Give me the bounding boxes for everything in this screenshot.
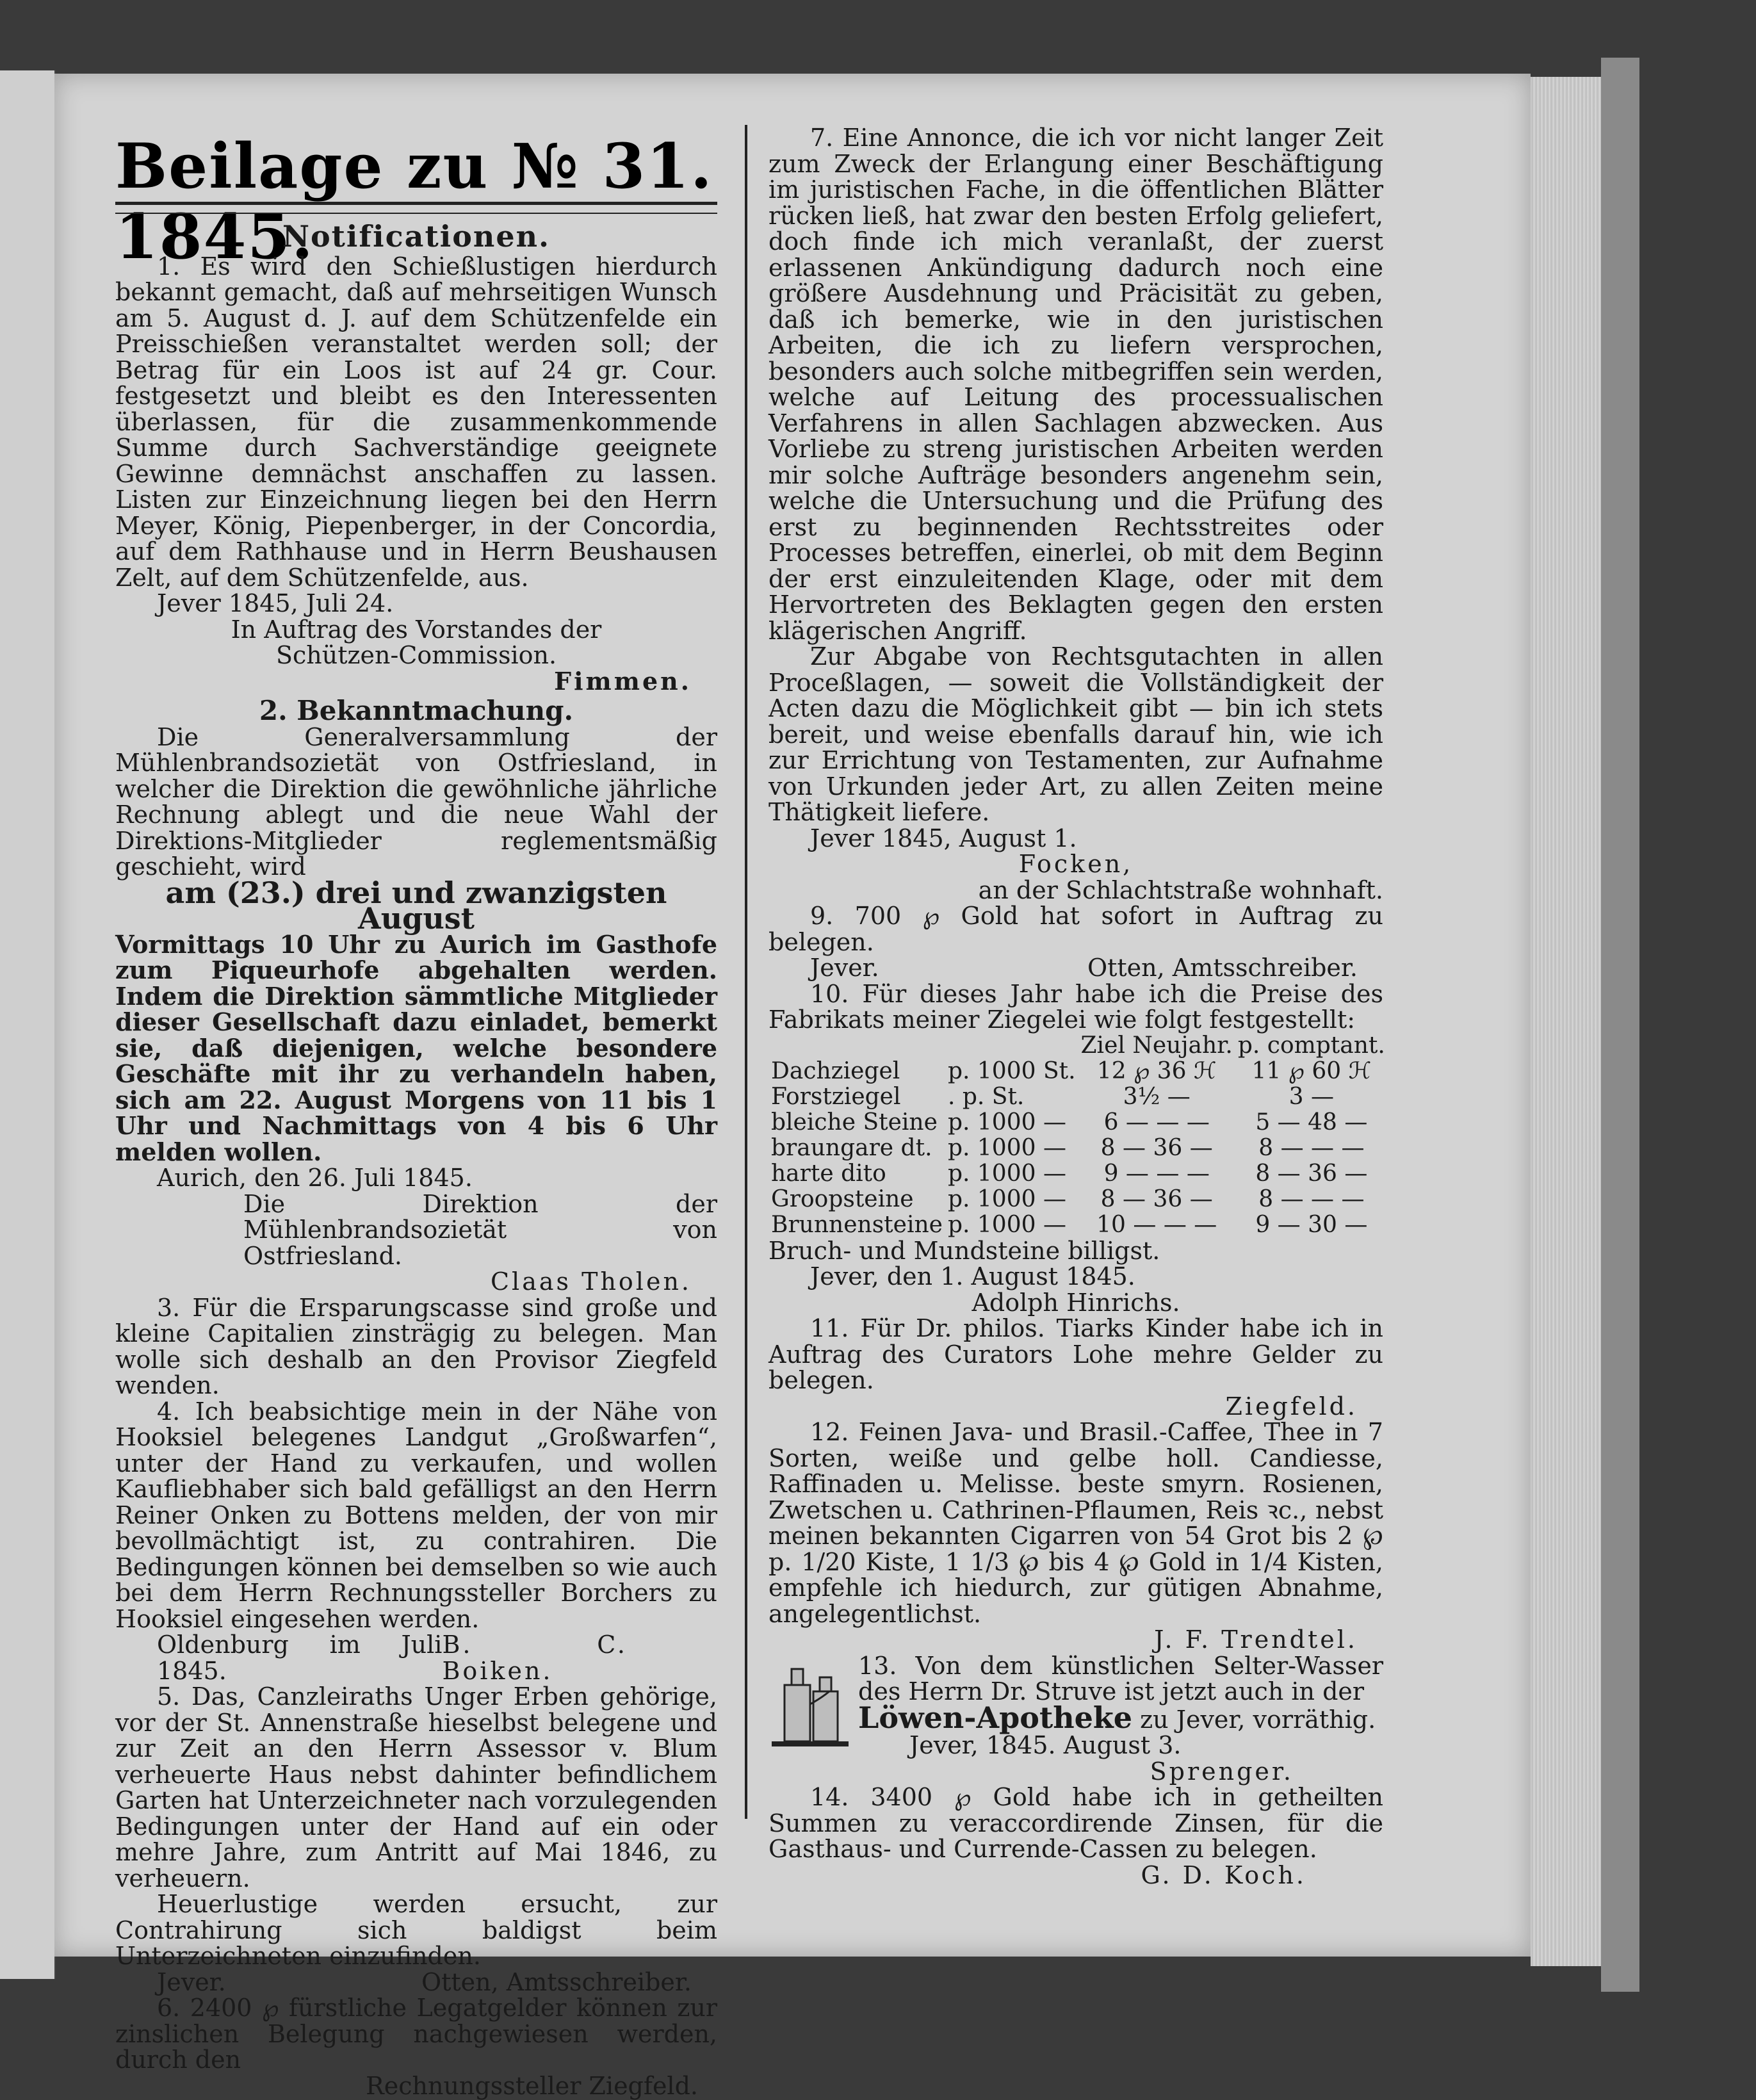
price-table: [768, 1033, 1388, 1238]
table-cell: . p. St.: [947, 1083, 1025, 1110]
table-row: [768, 1161, 1388, 1187]
table-cell: 3 —: [1289, 1083, 1335, 1110]
notice-date: Aurich, den 26. Juli 1845.: [157, 1164, 473, 1192]
notice-text: 4. Ich beabsichtige mein in der Nähe von Hooksiel belegenes Landgut „Großwarfen“, unter der Hand zu verkaufen, und wollen Kaufliebhaber sich bald gefälligst an den Herrn Reiner Onken zu Bottens melden, der von mir bevollmächtigt ist, zu contrahiren. Die Bedingungen können bei demselben so wie auch bei dem Herrn Rechnungssteller Borchers zu Hooksiel eingesehen werden.: [115, 1397, 717, 1633]
notice-text: 11. Für Dr. philos. Tiarks Kinder habe ich in Auftrag des Curators Lohe mehre Gelder zu belegen.: [768, 1314, 1383, 1394]
notice-2: [115, 695, 717, 1296]
table-cell: p. 1000 —: [947, 1185, 1066, 1212]
notice-heading: 2. Bekanntmachung.: [259, 695, 574, 726]
table-row: [768, 1059, 1388, 1084]
notice-1: [115, 254, 717, 695]
notice-signature: Otten, Amtsschreiber.: [1087, 954, 1358, 982]
table-cell: 5 — 48 —: [1255, 1109, 1368, 1135]
table-row: [768, 1084, 1388, 1110]
table-row: [768, 1212, 1388, 1238]
table-cell: p. 1000 —: [947, 1211, 1066, 1238]
notice-text: 10. Für dieses Jahr habe ich die Preise des Fabrikats meiner Ziegelei wie folgt festgestellt:: [768, 979, 1383, 1034]
notice-3: 3. Für die Ersparungscasse sind große und kleine Capitalien zinsträgig zu belegen. Man wolle sich deshalb an den Provisor Ziegfeld wenden.: [115, 1293, 717, 1399]
notice-text: Heuerlustige werden ersucht, zur Contrahirung sich baldigst beim Unterzeichneten einzufinden.: [115, 1890, 717, 1970]
notice-signature: In Auftrag des Vorstandes der: [231, 615, 602, 644]
notice-text: Vormittags 10 Uhr zu Aurich im Gasthofe zum Piqueurhofe abgehalten werden. Indem die Direktion sämmtliche Mitglieder dieser Gesellschaft dazu einladet, bemerkt sie, daß diejenigen, welche besondere Geschäfte mit ihr zu verhandeln haben, sich am 22. August Morgens von 11 bis 1 Uhr und Nachmittags von 4 bis 6 Uhr melden wollen.: [115, 929, 717, 1166]
notice-signature: Adolph Hinrichs.: [971, 1288, 1180, 1317]
page-title: Beilage zu № 31. 1845.: [115, 130, 713, 273]
table-cell: braungare dt.: [771, 1134, 932, 1161]
notice-13: [768, 1653, 1383, 1785]
notice-text: zu Jever, vorräthig.: [1140, 1705, 1376, 1734]
table-cell: bleiche Steine: [771, 1109, 938, 1135]
notice-signature: Focken,: [1018, 850, 1134, 878]
notice-date: Jever, 1845. August 3.: [909, 1731, 1182, 1759]
table-cell: Groopsteine: [771, 1185, 914, 1212]
page-edges: [1531, 77, 1605, 1966]
notice-4: [115, 1399, 717, 1684]
notice-text: 13. Von dem künstlichen Selter-Wasser des Herrn Dr. Struve ist jetzt auch in der: [858, 1651, 1383, 1705]
table-cell: 9 — 30 —: [1255, 1211, 1368, 1238]
column-divider: [745, 125, 747, 1819]
notice-signature: Rechnungssteller Ziegfeld.: [366, 2071, 698, 2100]
table-cell: 8 — — —: [1258, 1185, 1365, 1212]
table-cell: 10 — — —: [1096, 1211, 1217, 1238]
table-cell: Forstziegel: [771, 1083, 901, 1110]
column-header: Ziel Neujahr.: [1080, 1032, 1233, 1059]
notice-place: Jever.: [157, 1967, 226, 1996]
notice-6: [115, 1995, 717, 2099]
table-row: [768, 1110, 1388, 1135]
notice-signature: Sprenger.: [1150, 1757, 1294, 1786]
table-cell: 8 — 36 —: [1100, 1134, 1213, 1161]
table-cell: Brunnensteine: [771, 1211, 943, 1238]
notice-signature: G. D. Koch.: [1141, 1860, 1306, 1889]
notice-14: [768, 1784, 1383, 1888]
left-column: [115, 221, 717, 2099]
notice-date: Jever 1845, August 1.: [810, 824, 1077, 852]
bottle-icon: [768, 1653, 852, 1749]
notice-text: 1. Es wird den Schießlustigen hierdurch bekannt gemacht, daß auf mehrseitigen Wunsch am 5. August d. J. auf dem Schützenfelde ein Preisschießen veranstaltet werden soll; der Betrag für ein Loos ist auf 24 gr. Cour. festgesetzt und bleibt es den Interessenten überlassen, für die zusammenkommende Summe durch Sachverständige geeignete Gewinne demnächst anschaffen zu lassen. Listen zur Einzeichnung liegen bei den Herrn Meyer, König, Piepenberger, in der Concordia, auf dem Rathhause und in Herrn Beushausen Zelt, auf dem Schützenfelde, aus.: [115, 252, 717, 592]
shop-name: Löwen-Apotheke: [858, 1700, 1133, 1735]
notice-10: [768, 981, 1383, 1316]
book-cover-edge: [1601, 58, 1639, 1992]
table-cell: harte dito: [771, 1160, 886, 1187]
notice-5: [115, 1684, 717, 1995]
notice-signature: Claas Tholen.: [490, 1267, 692, 1296]
book-spine-left: [0, 70, 56, 1979]
notice-text: 5. Das, Canzleiraths Unger Erben gehörige, vor der St. Annenstraße hieselbst belegene und zur Zeit an den Herrn Assessor v. Blum verheuerte Haus nebst dahinter befindlichem Garten hat Unterzeichneter nach vorzulegenden Bedingungen unter der Hand auf ein oder mehre Jahre, zum Antritt auf Mai 1846, zu verheuern.: [115, 1682, 717, 1892]
table-cell: p. 1000 St.: [947, 1057, 1076, 1084]
notice-12: [768, 1419, 1383, 1653]
table-cell: p. 1000 —: [947, 1109, 1066, 1135]
section-heading: Notificationen.: [282, 219, 551, 254]
table-cell: 8 — 36 —: [1255, 1160, 1368, 1187]
table-cell: Dachziegel: [771, 1057, 900, 1084]
notice-signature: Otten, Amtsschreiber.: [421, 1967, 692, 1996]
table-cell: 11 ℘ 60 ℋ: [1251, 1057, 1372, 1084]
notice-text: 6. 2400 ℘ fürstliche Legatgelder können zur zinslichen Belegung nachgewiesen werden, durch den: [115, 1994, 717, 2074]
notice-place: Jever.: [810, 954, 879, 982]
notice-text: Die Generalversammlung der Mühlenbrandsozietät von Ostfriesland, in welcher die Direktion die gewöhnliche jährliche Rechnung ablegt und die neue Wahl der Direktions-Mitglieder reglementsmäßig geschieht, wird: [115, 722, 717, 881]
notice-signature: B. C. Boiken.: [442, 1631, 628, 1685]
title-rule: [115, 202, 717, 214]
notice-signature: Fimmen.: [554, 666, 692, 696]
table-cell: 3½ —: [1123, 1083, 1191, 1110]
notice-date: Jever, den 1. August 1845.: [810, 1262, 1135, 1290]
table-header-row: [768, 1033, 1388, 1059]
notice-date: Jever 1845, Juli 24.: [157, 589, 394, 617]
notice-signature: Die Direktion der Mühlenbrandsozietät von Ostfriesland.: [243, 1189, 717, 1270]
table-cell: 8 — — —: [1258, 1134, 1365, 1161]
notice-date-line: am (23.) drei und zwanzigsten August: [165, 875, 667, 936]
table-cell: 12 ℘ 36 ℋ: [1096, 1057, 1217, 1084]
table-row: [768, 1187, 1388, 1212]
notice-9: [768, 903, 1383, 981]
notice-signature: Ziegfeld.: [1225, 1392, 1358, 1420]
notice-text: Zur Abgabe von Rechtsgutachten in allen Proceßlagen, — soweit die Vollständigkeit der Acten dazu die Möglichkeit gibt — bin ich stets bereit, und weise ebenfalls darauf hin, wie ich zur Errichtung von Testamenten, zur Aufnahme von Urkunden jeder Art, zu allen Zeiten meine Thätigkeit liefere.: [768, 642, 1383, 826]
notice-11: [768, 1315, 1383, 1419]
right-column: [768, 125, 1383, 1888]
table-cell: p. 1000 —: [947, 1134, 1066, 1161]
notice-7: [768, 125, 1383, 903]
notice-text: Bruch- und Mundsteine billigst.: [768, 1236, 1160, 1265]
notice-date: Oldenburg im Juli 1845.: [157, 1631, 443, 1685]
notice-signature: Schützen-Commission.: [275, 641, 557, 669]
notice-text: 9. 700 ℘ Gold hat sofort in Auftrag zu belegen.: [768, 902, 1383, 956]
table-cell: 8 — 36 —: [1100, 1185, 1213, 1212]
table-cell: 9 — — —: [1103, 1160, 1210, 1187]
notice-signature: J. F. Trendtel.: [1154, 1625, 1358, 1654]
table-row: [768, 1135, 1388, 1161]
notice-signature: an der Schlachtstraße wohnhaft.: [978, 875, 1383, 904]
notice-text: 14. 3400 ℘ Gold habe ich in getheilten Summen zu veraccordirende Zinsen, für die Gasthaus- und Currende-Cassen zu belegen.: [768, 1783, 1383, 1863]
table-cell: p. 1000 —: [947, 1160, 1066, 1187]
table-cell: 6 — — —: [1103, 1109, 1210, 1135]
notice-text: 7. Eine Annonce, die ich vor nicht langer Zeit zum Zweck der Erlangung einer Beschäftigung im juristischen Fache, in die öffentlichen Blätter rücken ließ, hat zwar den besten Erfolg geliefert, doch finde ich mich veranlaßt, der zuerst erlassenen Ankündigung dadurch noch eine größere Ausdehnung und Präcisität zu geben, daß ich bemerke, wie in den juristischen Arbeiten, die ich zu liefern versprochen, besonders auch solche mitbegriffen sein werden, welche auf Leitung des processualischen Verfahrens in allen Sachlagen abzwecken. Aus Vorliebe zu streng juristischen Arbeiten werden mir solche Aufträge besonders angenehm sein, welche die Untersuchung und die Prüfung des erst zu beginnenden Rechtsstreites oder Processes betreffen, einerlei, ob mit dem Beginn der erst einzuleitenden Klage, oder mit dem Hervortreten des Beklagten gegen den ersten klägerischen Angriff.: [768, 124, 1383, 645]
notice-text: 12. Feinen Java- und Brasil.-Caffee, Thee in 7 Sorten, weiße und gelbe holl. Candiesse, Raffinaden u. Melisse. beste smyrn. Rosienen, Zwetschen u. Cathrinen-Pflaumen, Reis ꝛc., nebst meinen bekannten Cigarren von 54 Grot bis 2 ℘ p. 1/20 Kiste, 1 1/3 ℘ bis 4 ℘ Gold in 1/4 Kisten, empfehle ich hiedurch, zur gütigen Abnahme, angelegentlichst.: [768, 1418, 1383, 1628]
column-header: p. comptant.: [1237, 1032, 1385, 1059]
